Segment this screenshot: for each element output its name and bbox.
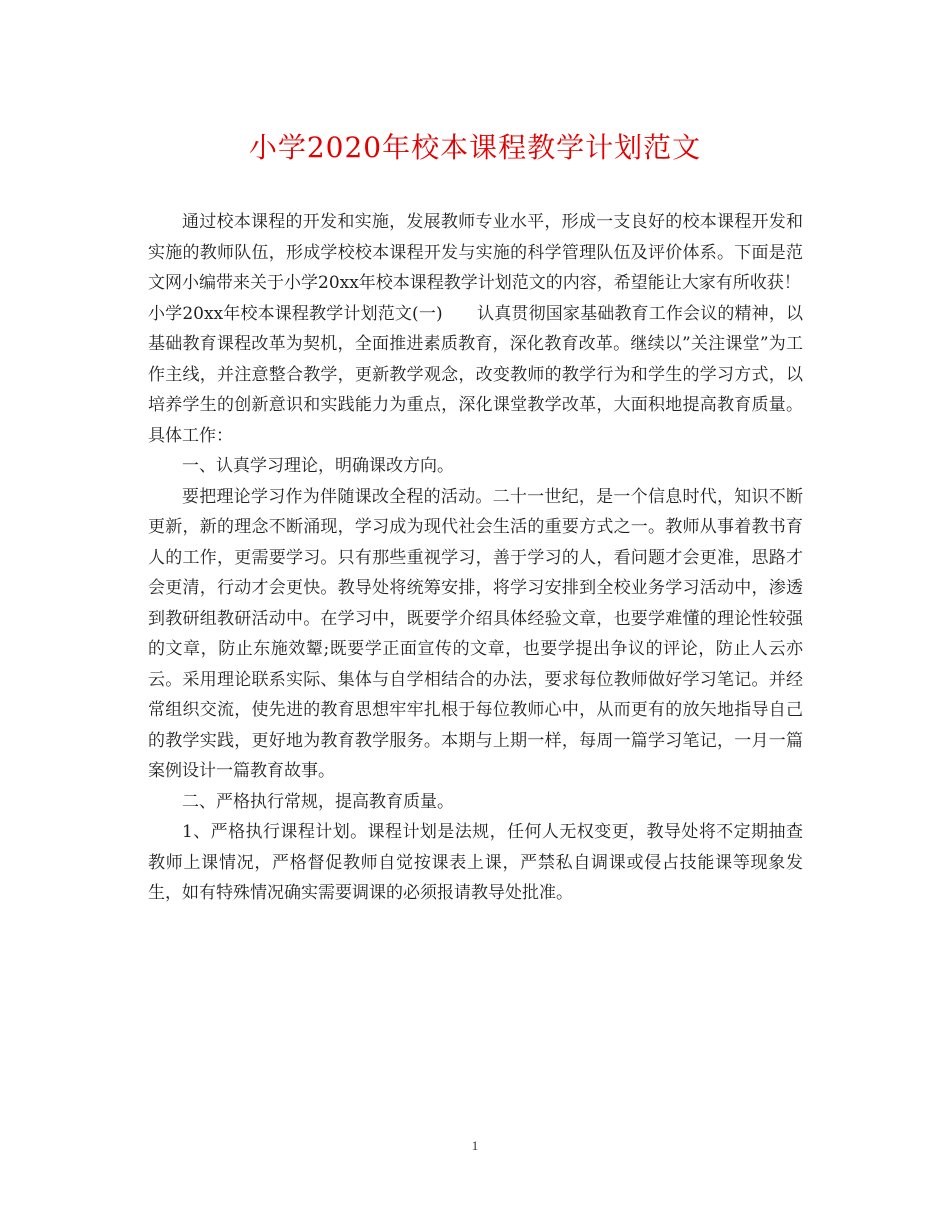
section-heading-theory: 一、认真学习理论，明确课改方向。: [182, 456, 454, 476]
document-body: [148, 207, 803, 909]
page-number: 1: [471, 1138, 479, 1153]
paragraph-intro: 通过校本课程的开发和实施，发展教师专业水平，形成一支良好的校本课程开发和实施的教师队伍，形成学校校本课程开发与实施的科学管理队伍及评价体系。下面是范文网小编带来关于小学20xx年校本课程教学计划范文的内容，希望能让大家有所收获！: [148, 212, 803, 293]
document-title: 小学2020年校本课程教学计划范文: [248, 131, 702, 164]
paragraph-curriculum: 1、严格执行课程计划。课程计划是法规，任何人无权变更，教导处将不定期抽查教师上课情况，严格督促教师自觉按课表上课，严禁私自调课或侵占技能课等现象发生，如有特殊情况确实需要调课的必须报请教导处批准。: [148, 822, 803, 903]
section-heading-routine: 二、严格执行常规，提高教育质量。: [182, 791, 454, 812]
paragraph-plan-heading: 小学20xx年校本课程教学计划范文(一) 认真贯彻国家基础教育工作会议的精神，以基础教育课程改革为契机，全面推进素质教育，深化教育改革。继续以”关注课堂”为工作主线，并注意整合教学，更新教学观念，改变教师的教学行为和学生的学习方式，以培养学生的创新意识和实践能力为重点，深化课堂教学改革，大面积地提高教育质量。具体工作：: [148, 303, 803, 446]
paragraph-theory: 要把理论学习作为伴随课改全程的活动。二十一世纪，是一个信息时代，知识不断更新，新的理念不断涌现，学习成为现代社会生活的重要方式之一。教师从事着教书育人的工作，更需要学习。只有那些重视学习，善于学习的人，看问题才会更准，思路才会更清，行动才会更快。教导处将统筹安排，将学习安排到全校业务学习活动中，渗透到教研组教研活动中。在学习中，既要学介绍具体经验文章，也要学难懂的理论性较强的文章，防止东施效颦;既要学正面宣传的文章，也要学提出争议的评论，防止人云亦云。采用理论联系实际、集体与自学相结合的办法，要求每位教师做好学习笔记。并经常组织交流，使先进的教育思想牢牢扎根于每位教师心中，从而更有的放矢地指导自己的教学实践，更好地为教育教学服务。本期与上期一样，每周一篇学习笔记，一月一篇案例设计一篇教育故事。: [148, 486, 803, 781]
